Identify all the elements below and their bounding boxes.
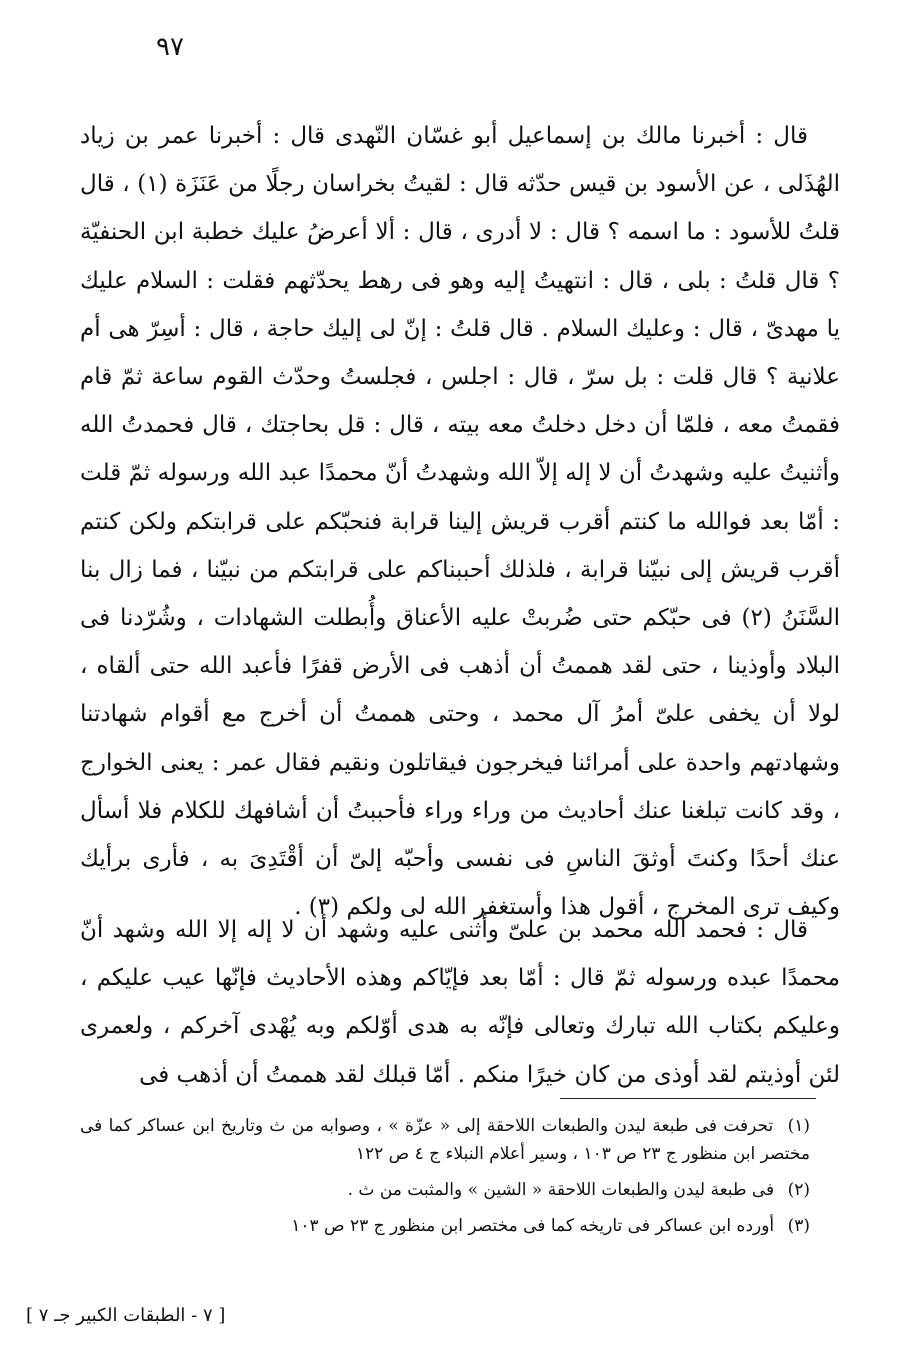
footnote <box>80 1112 840 1168</box>
footnote-number: (١) <box>787 1116 810 1136</box>
footnote-divider <box>560 1098 816 1099</box>
page-number: ٩٧ <box>156 32 184 62</box>
footnote-text: أورده ابن عساكر فى تاريخه كما فى مختصر ابن منظور ج ٢٣ ص ١٠٣ <box>291 1216 775 1236</box>
footnote <box>80 1212 840 1240</box>
footnote-number: (٢) <box>787 1180 810 1200</box>
main-text <box>80 112 840 1102</box>
running-footer: [ ٧ - الطبقات الكبير جـ ٧ ] <box>26 1305 226 1326</box>
footnote-text: فى طبعة ليدن والطبعات اللاحقة « الشين » والمثبت من ث . <box>347 1180 775 1200</box>
paragraph: قال : فحمد الله محمد بن علىّ وأثنى عليه وشهد أن لا إله إلا الله وشهد أنّ محمدًا عبده ورسوله ثمّ قال : أمّا بعد فإيّاكم وهذه الأحاديث فإنّها عيب عليكم ، وعليكم بكتاب الله تبارك وتعالى فإنّه به هدى أوّلكم وبه يُهْدى آخركم ، ولعمرى لئن أوذيتم لقد أوذى من كان خيرًا منكم . أمّا قبلك لقد هممتُ أن أذهب فى <box>80 917 840 1088</box>
footnote-text: تحرفت فى طبعة ليدن والطبعات اللاحقة إلى « عزّة » ، وصوابه من ث وتاريخ ابن عساكر كما فى مختصر ابن منظور ج ٢٣ ص ١٠٣ ، وسير أعلام النبلاء ج ٤ ص ١٢٢ <box>80 1116 810 1164</box>
footnotes <box>80 1112 840 1248</box>
paragraph: قال : أخبرنا مالك بن إسماعيل أبو غسّان النّهدى قال : أخبرنا عمر بن زياد الهُذَلى ، عن الأسود بن قيس حدّثه قال : لقيتُ بخراسان رجلًا من عَنَزَة (١) ، قال قلتُ للأسود : ما اسمه ؟ قال : لا أدرى ، قال : ألا أعرضُ عليك خطبة ابن الحنفيّة ؟ قال قلتُ : بلى ، قال : انتهيتُ إليه وهو فى رهط يحدّثهم فقلت : السلام عليك يا مهدىّ ، قال : وعليك السلام . قال قلتُ : إنّ لى إليك حاجة ، قال : أسِرّ هى أم علانية ؟ قال قلت : بل سرّ ، قال : اجلس ، فجلستُ وحدّث القوم ساعة ثمّ قام فقمتُ معه ، فلمّا أن دخل دخلتُ معه بيته ، قال : قل بحاجتك ، قال فحمدتُ الله وأثنيتُ عليه وشهدتُ أن لا إله إلاّ الله وشهدتُ أنّ محمدًا عبد الله ورسوله ثمّ قلت : أمّا بعد فوالله ما كنتم أقرب قريش إلينا قرابة فنحبّكم على قرابتكم ولكن كنتم أقرب قريش إلى نبيّنا قرابة ، فلذلك أحببناكم على قرابتكم من نبيّنا ، فما زال بنا السَّنَنُ (٢) فى حبّكم حتى ضُربتْ عليه الأعناق وأُبطلت الشهادات ، وشُرّدنا فى البلاد وأوذينا ، حتى لقد هممتُ أن أذهب فى الأرض قفرًا فأعبد الله حتى ألقاه ، لولا أن يخفى علىّ أمرُ آل محمد ، وحتى هممتُ أن أخرج مع أقوام شهادتنا وشهادتهم واحدة على أمرائنا فيخرجون فيقاتلون ونقيم فقال عمر : يعنى الخوارج ، وقد كانت تبلغنا عنك أحاديث من وراء وراء فأحببتُ أن أشافهك للكلام فلا أسأل عنك أحدًا وكنتَ أوثقَ الناسِ فى نفسى وأحبّه إلىّ أن أقْتَدِىَ به ، فأرى برأيك وكيف ترى المخرج ، أقول هذا وأستغفر الله لى ولكم (٣) . <box>80 123 840 921</box>
footnote <box>80 1176 840 1204</box>
footnote-number: (٣) <box>787 1216 810 1236</box>
